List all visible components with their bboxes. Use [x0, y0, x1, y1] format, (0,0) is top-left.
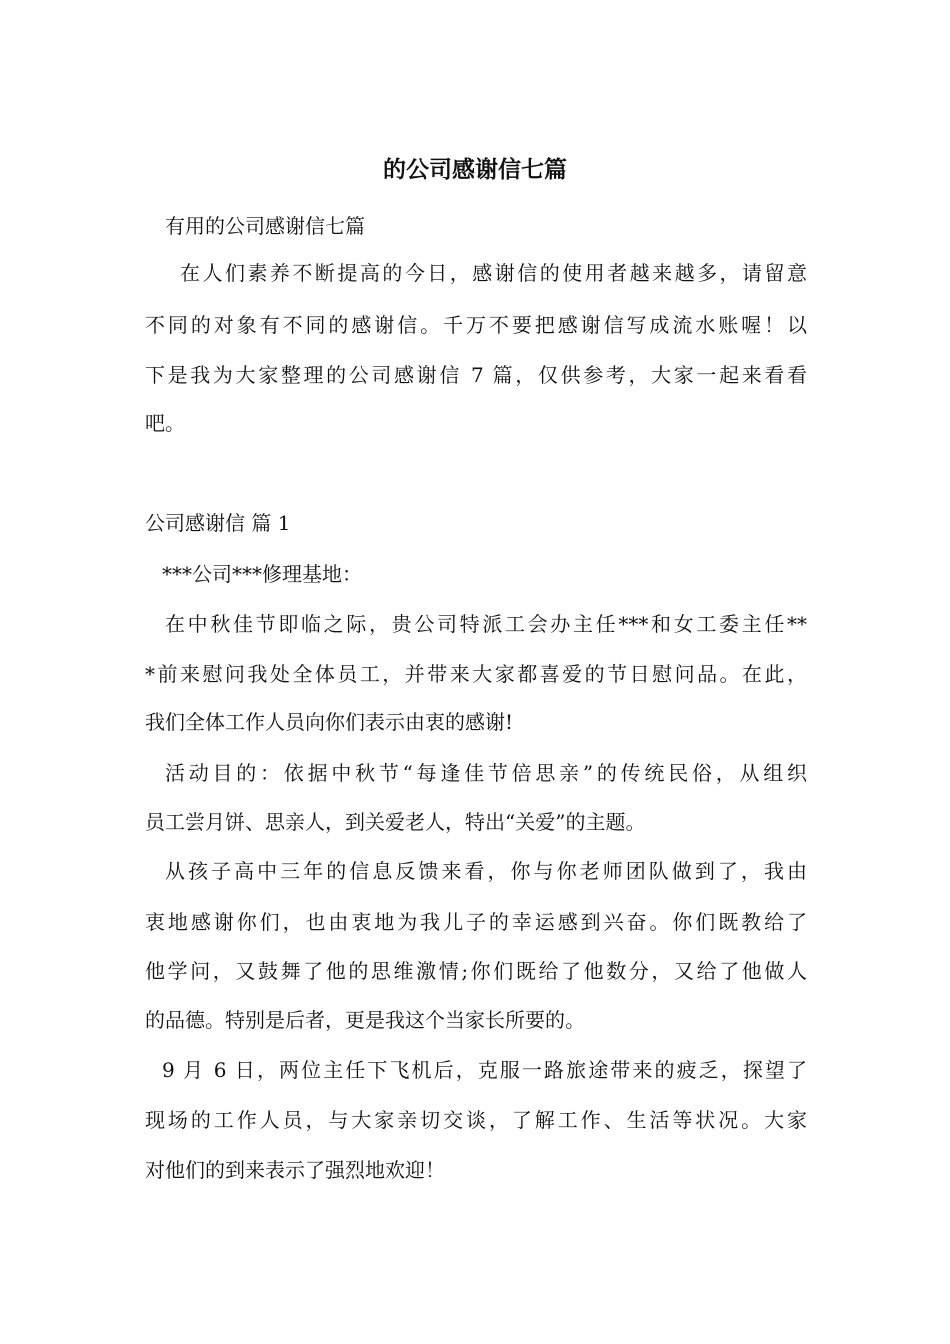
paragraph-line: 活动目的：依据中秋节“每逢佳节倍思亲”的传统民俗，从组织 — [165, 761, 807, 785]
paragraph-line: 对他们的到来表示了强烈地欢迎！ — [145, 1158, 445, 1182]
paragraph-line: 9 月 6 日，两位主任下飞机后，克服一路旅途带来的疲乏，探望了 — [162, 1058, 807, 1082]
intro-line-4: 吧。 — [145, 411, 185, 435]
paragraph-line: 在中秋佳节即临之际，贵公司特派工会办主任***和女工委主任** — [165, 612, 807, 636]
paragraph-line: 我们全体工作人员向你们表示由衷的感谢! — [145, 710, 514, 734]
section-heading: 公司感谢信 篇 1 — [145, 511, 291, 535]
intro-line-1: 在人们素养不断提高的今日，感谢信的使用者越来越多，请留意 — [180, 261, 807, 285]
paragraph-line: 员工尝月饼、思亲人，到关爱老人，特出“关爱”的主题。 — [145, 810, 646, 834]
paragraph-line: 衷地感谢你们，也由衷地为我儿子的幸运感到兴奋。你们既教给了 — [145, 910, 807, 934]
paragraph-line: 他学问，又鼓舞了他的思维激情;你们既给了他数分，又给了他做人 — [145, 959, 807, 983]
paragraph-line: 从孩子高中三年的信息反馈来看，你与你老师团队做到了，我由 — [165, 859, 807, 883]
letter-salutation: ***公司***修理基地： — [162, 562, 362, 586]
paragraph-line: *前来慰问我处全体员工，并带来大家都喜爱的节日慰问品。在此， — [145, 662, 807, 686]
document-title: 的公司感谢信七篇 — [383, 156, 567, 183]
subtitle: 有用的公司感谢信七篇 — [165, 214, 365, 238]
intro-line-2: 不同的对象有不同的感谢信。千万不要把感谢信写成流水账喔！以 — [145, 313, 807, 337]
paragraph-line: 现场的工作人员，与大家亲切交谈，了解工作、生活等状况。大家 — [145, 1108, 807, 1132]
intro-line-3: 下是我为大家整理的公司感谢信 7 篇，仅供参考，大家一起来看看 — [145, 363, 807, 387]
paragraph-line: 的品德。特别是后者，更是我这个当家长所要的。 — [145, 1008, 585, 1032]
